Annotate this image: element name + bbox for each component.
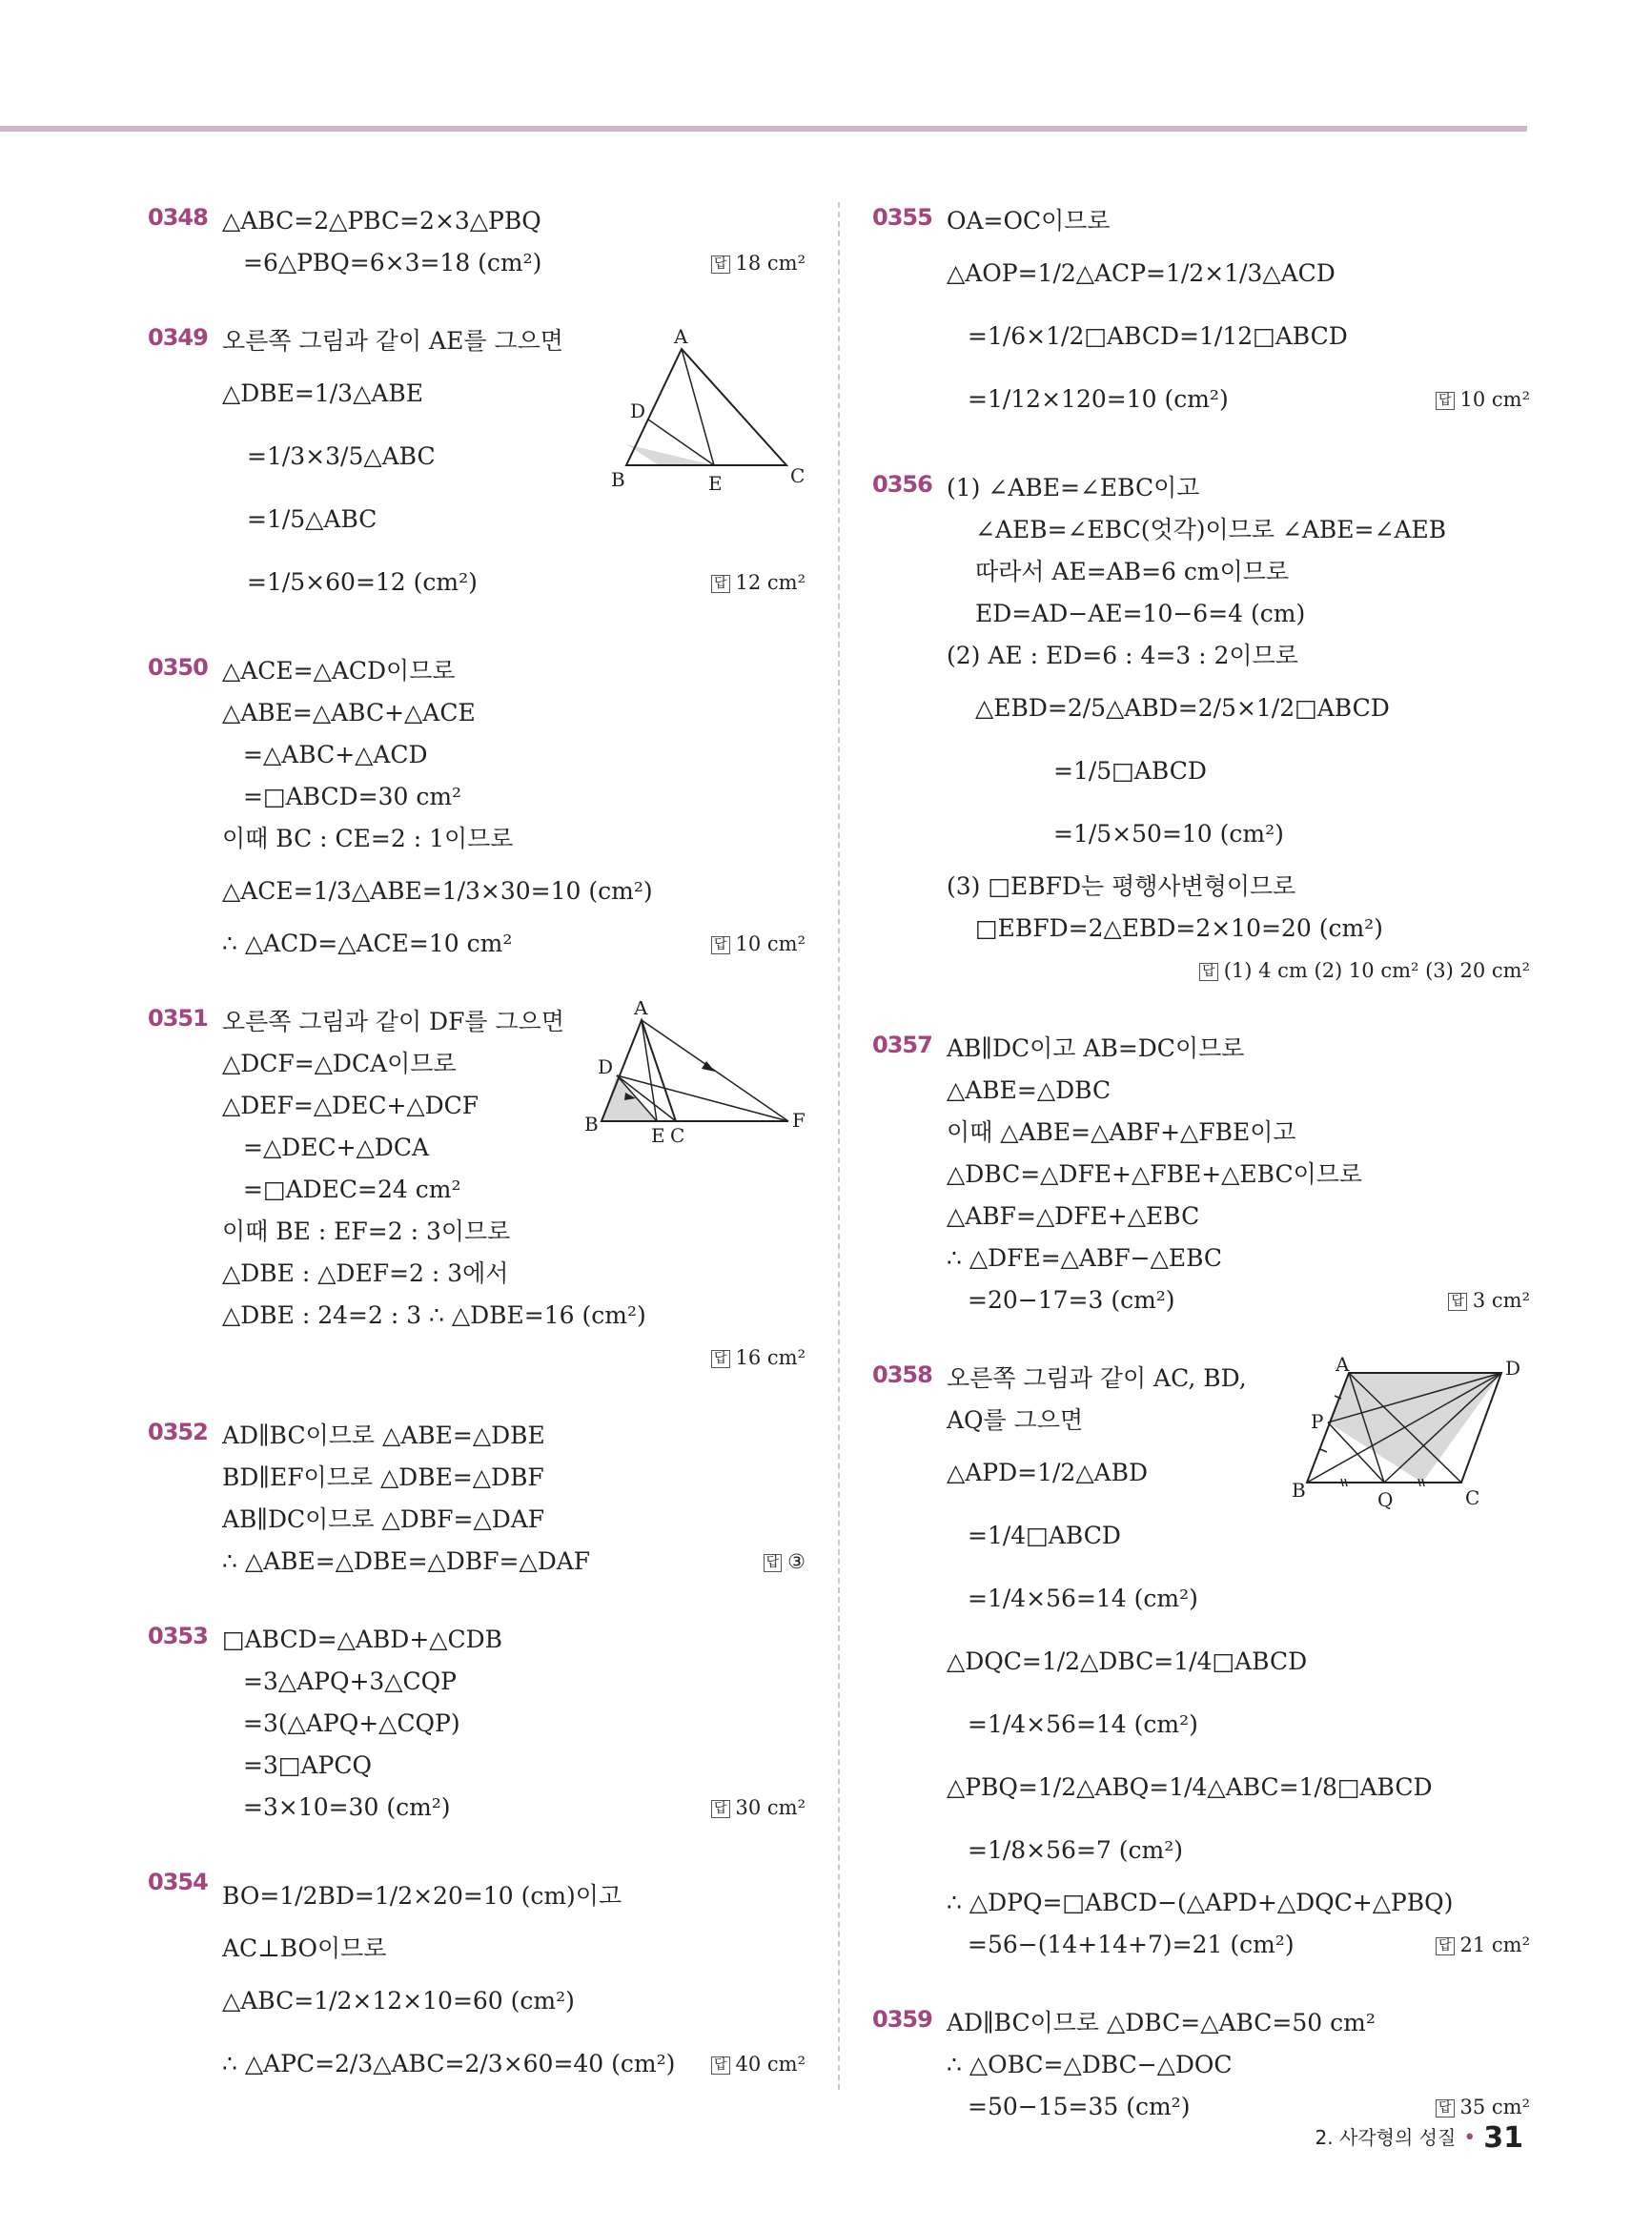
solution-line: AD∥BC이므로 △DBC=△ABC=50 cm² bbox=[947, 2009, 1376, 2036]
solution-line: ∴ △OBC=△DBC−△DOC bbox=[947, 2051, 1233, 2078]
problem-number: 0355 bbox=[872, 204, 932, 231]
label-C: C bbox=[790, 464, 806, 487]
answer bbox=[711, 1787, 806, 1829]
problem-0359 bbox=[872, 2002, 1530, 2128]
answer-mark-icon: 답 bbox=[1436, 392, 1455, 410]
right-column bbox=[872, 200, 1530, 2164]
answer-value: 40 cm² bbox=[735, 2053, 806, 2076]
solution-text: =50−15=35 (cm²) bbox=[968, 2093, 1191, 2120]
solution-line: △DEF=△DEC+△DCF bbox=[222, 1092, 479, 1119]
answer bbox=[711, 242, 806, 284]
problem-0352 bbox=[148, 1415, 806, 1583]
solution-line: OA=OC이므로 bbox=[947, 207, 1111, 235]
solution-line: △DBE : 24=2 : 3 ∴ △DBE=16 (cm²) bbox=[222, 1301, 646, 1329]
label-B: B bbox=[584, 1113, 599, 1135]
solution-line: (2) AE : ED=6 : 4=3 : 2이므로 bbox=[947, 642, 1298, 669]
solution-line: △ABE=△DBC bbox=[947, 1076, 1112, 1104]
solution-line: =1/6×1/2□ABCD=1/12□ABCD bbox=[968, 322, 1348, 350]
solution-line: =3△APQ+3△CQP bbox=[243, 1667, 457, 1695]
solution-line: 오른쪽 그림과 같이 AE를 그으면 bbox=[222, 327, 563, 355]
answer bbox=[1436, 1924, 1530, 1966]
solution-line: BO=1/2BD=1/2×20=10 (cm)이고 bbox=[222, 1882, 622, 1910]
problem-number: 0354 bbox=[148, 1869, 208, 1895]
solution-text: =6△PBQ=6×3=18 (cm²) bbox=[243, 249, 542, 276]
answer-mark-icon: 답 bbox=[1448, 1293, 1467, 1311]
solution-line bbox=[222, 2033, 806, 2096]
problem-number: 0349 bbox=[148, 324, 208, 351]
solution-line bbox=[947, 950, 1530, 992]
solution-line: AQ를 그으면 bbox=[947, 1406, 1084, 1434]
answer-mark-icon: 답 bbox=[1436, 2099, 1455, 2117]
solution-line: △ACE=1/3△ABE=1/3×30=10 (cm²) bbox=[222, 877, 653, 905]
answer bbox=[711, 923, 806, 965]
solution-line: △ABE=△ABC+△ACE bbox=[222, 699, 476, 726]
solution-line: △APD=1/2△ABD bbox=[947, 1459, 1149, 1486]
answer bbox=[711, 551, 806, 614]
answer-value: 10 cm² bbox=[735, 932, 806, 955]
solution-line bbox=[247, 551, 806, 614]
solution-line: △DCF=△DCA이므로 bbox=[222, 1050, 457, 1077]
solution-text: ∴ △ACD=△ACE=10 cm² bbox=[222, 930, 513, 957]
answer bbox=[1199, 950, 1530, 992]
problem-number: 0348 bbox=[148, 204, 208, 231]
problem-0356 bbox=[872, 467, 1530, 992]
solution-line: ∠AEB=∠EBC(엇각)이므로 ∠ABE=∠AEB bbox=[975, 516, 1447, 543]
label-D: D bbox=[598, 1055, 614, 1078]
left-column bbox=[148, 200, 806, 2132]
label-B: B bbox=[611, 468, 625, 491]
answer-value: 21 cm² bbox=[1459, 1933, 1530, 1956]
solution-text: =56−(14+14+7)=21 (cm²) bbox=[968, 1931, 1295, 1958]
solution-line: 이때 BC : CE=2 : 1이므로 bbox=[222, 825, 514, 852]
solution-line: =1/5△ABC bbox=[247, 505, 377, 533]
solution-line bbox=[222, 923, 806, 965]
solution-line: ∴ △DPQ=□ABCD−(△APD+△DQC+△PBQ) bbox=[947, 1889, 1454, 1916]
problem-number: 0357 bbox=[872, 1032, 932, 1058]
column-divider bbox=[838, 202, 840, 2090]
solution-line: △AOP=1/2△ACP=1/2×1/3△ACD bbox=[947, 259, 1336, 287]
solution-line: (3) □EBFD는 평행사변형이므로 bbox=[947, 872, 1296, 900]
answer-mark-icon: 답 bbox=[1436, 1937, 1455, 1955]
solution-line: ∴ △DFE=△ABF−△EBC bbox=[947, 1244, 1223, 1272]
problem-0348 bbox=[148, 200, 806, 284]
answer-mark-icon: 답 bbox=[711, 575, 730, 593]
solution-line: 오른쪽 그림과 같이 AC, BD, bbox=[947, 1364, 1247, 1392]
solution-line: △DBE=1/3△ABE bbox=[222, 379, 423, 407]
solution-line: △DBC=△DFE+△FBE+△EBC이므로 bbox=[947, 1160, 1363, 1188]
solution-line: AB∥DC이므로 △DBF=△DAF bbox=[222, 1505, 545, 1533]
solution-line: 이때 △ABE=△ABF+△FBE이고 bbox=[947, 1118, 1296, 1146]
problem-0349 bbox=[148, 320, 806, 614]
solution-text: =1/12×120=10 (cm²) bbox=[968, 385, 1229, 413]
problem-0350 bbox=[148, 650, 806, 965]
solution-line: =3□APCQ bbox=[243, 1751, 372, 1779]
problem-0355 bbox=[872, 200, 1530, 431]
solution-line: 이때 BE : EF=2 : 3이므로 bbox=[222, 1217, 511, 1245]
solution-line: =□ADEC=24 cm² bbox=[243, 1176, 461, 1203]
solution-line: △ABF=△DFE+△EBC bbox=[947, 1202, 1200, 1230]
solution-line: □ABCD=△ABD+△CDB bbox=[222, 1626, 503, 1653]
answer-value: (1) 4 cm (2) 10 cm² (3) 20 cm² bbox=[1223, 959, 1530, 982]
label-C: C bbox=[670, 1124, 685, 1144]
label-P: P bbox=[1311, 1410, 1324, 1433]
solution-line: =1/5□ABCD bbox=[1053, 757, 1207, 785]
solution-line: AB∥DC이고 AB=DC이므로 bbox=[947, 1034, 1245, 1062]
solution-line: =1/4×56=14 (cm²) bbox=[968, 1585, 1198, 1612]
solution-line: △DBE : △DEF=2 : 3에서 bbox=[222, 1259, 509, 1287]
solution-line: (1) ∠ABE=∠EBC이고 bbox=[947, 474, 1200, 501]
answer-value: 16 cm² bbox=[735, 1346, 806, 1369]
solution-line bbox=[222, 1541, 806, 1583]
top-rule bbox=[0, 126, 1527, 132]
solution-line: △PBQ=1/2△ABQ=1/4△ABC=1/8□ABCD bbox=[947, 1773, 1433, 1801]
page-footer bbox=[1315, 2121, 1523, 2155]
problem-0357 bbox=[872, 1028, 1530, 1321]
label-D: D bbox=[630, 399, 646, 422]
solution-line: BD∥EF이므로 △DBE=△DBF bbox=[222, 1463, 544, 1491]
solution-line: AD∥BC이므로 △ABE=△DBE bbox=[222, 1422, 545, 1449]
problem-0358 bbox=[872, 1354, 1530, 1966]
answer-mark-icon: 답 bbox=[711, 256, 730, 274]
problem-number: 0351 bbox=[148, 1005, 208, 1032]
answer-value: 18 cm² bbox=[735, 252, 806, 275]
solution-text: ∴ △ABE=△DBE=△DBF=△DAF bbox=[222, 1547, 591, 1575]
answer bbox=[764, 1541, 806, 1583]
solution-line: =1/4□ABCD bbox=[968, 1522, 1121, 1549]
solution-line: =□ABCD=30 cm² bbox=[243, 783, 462, 810]
solution-line: △ACE=△ACD이므로 bbox=[222, 657, 456, 685]
answer-value: 10 cm² bbox=[1459, 388, 1530, 411]
solution-text: =20−17=3 (cm²) bbox=[968, 1286, 1175, 1314]
problem-number: 0356 bbox=[872, 471, 932, 498]
answer-mark-icon: 답 bbox=[711, 2056, 730, 2075]
answer-mark-icon: 답 bbox=[711, 1350, 730, 1368]
label-D: D bbox=[1505, 1357, 1521, 1380]
parallelogram-figure-0358 bbox=[1292, 1354, 1530, 1520]
problem-number: 0359 bbox=[872, 2006, 932, 2033]
page-number: 31 bbox=[1483, 2121, 1523, 2155]
label-E: E bbox=[651, 1124, 665, 1144]
solution-line: =3(△APQ+△CQP) bbox=[243, 1709, 460, 1737]
label-E: E bbox=[708, 472, 723, 495]
solution-text: =3×10=30 (cm²) bbox=[243, 1793, 451, 1821]
solution-line: 따라서 AE=AB=6 cm이므로 bbox=[975, 558, 1290, 585]
label-A: A bbox=[634, 1001, 648, 1019]
answer-value: ③ bbox=[787, 1550, 806, 1573]
solution-line: △ABC=1/2×12×10=60 (cm²) bbox=[222, 1987, 575, 2015]
answer bbox=[711, 2033, 806, 2096]
answer bbox=[711, 1337, 806, 1379]
problem-0354 bbox=[148, 1865, 806, 2096]
answer bbox=[1436, 368, 1530, 431]
label-A: A bbox=[674, 325, 688, 348]
chapter-title: 2. 사각형의 성질 bbox=[1315, 2126, 1457, 2149]
solution-line: =△ABC+△ACD bbox=[243, 741, 428, 768]
answer-mark-icon: 답 bbox=[711, 936, 730, 954]
solution-line: =1/3×3/5△ABC bbox=[247, 442, 436, 470]
answer-value: 35 cm² bbox=[1459, 2096, 1530, 2118]
solution-line: =1/4×56=14 (cm²) bbox=[968, 1710, 1198, 1738]
answer bbox=[1448, 1279, 1530, 1321]
problem-number: 0353 bbox=[148, 1623, 208, 1649]
problem-0351 bbox=[148, 1001, 806, 1379]
label-Q: Q bbox=[1377, 1488, 1394, 1511]
label-C: C bbox=[1465, 1486, 1480, 1509]
problem-number: 0358 bbox=[872, 1361, 932, 1388]
solution-line: =1/5×50=10 (cm²) bbox=[1053, 820, 1284, 848]
label-F: F bbox=[792, 1109, 806, 1132]
solution-line: 오른쪽 그림과 같이 DF를 그으면 bbox=[222, 1008, 564, 1035]
solution-line: △EBD=2/5△ABD=2/5×1/2□ABCD bbox=[975, 694, 1390, 722]
solution-line bbox=[968, 368, 1530, 431]
solution-line bbox=[243, 1787, 806, 1829]
solution-line: □EBFD=2△EBD=2×10=20 (cm²) bbox=[975, 914, 1383, 942]
solution-line bbox=[222, 1337, 806, 1379]
answer-value: 30 cm² bbox=[735, 1796, 806, 1819]
answer-mark-icon: 답 bbox=[711, 1800, 730, 1818]
solution-line: △ABC=2△PBC=2×3△PBQ bbox=[222, 207, 541, 235]
label-B: B bbox=[1292, 1479, 1306, 1502]
solution-line: AC⊥BO이므로 bbox=[222, 1934, 387, 1962]
solution-line bbox=[968, 1279, 1530, 1321]
solution-line: ED=AD−AE=10−6=4 (cm) bbox=[975, 600, 1306, 627]
solution-line bbox=[243, 242, 806, 284]
solution-line: △DQC=1/2△DBC=1/4□ABCD bbox=[947, 1647, 1308, 1675]
problem-number: 0352 bbox=[148, 1419, 208, 1445]
triangle-figure-0351 bbox=[577, 1001, 815, 1148]
answer-value: 3 cm² bbox=[1472, 1289, 1530, 1312]
label-A: A bbox=[1336, 1354, 1350, 1376]
answer-mark-icon: 답 bbox=[1199, 963, 1218, 981]
triangle-figure-0349 bbox=[596, 320, 815, 515]
solution-line bbox=[968, 1924, 1530, 1966]
solution-line: =1/8×56=7 (cm²) bbox=[968, 1836, 1183, 1864]
answer-mark-icon: 답 bbox=[764, 1554, 783, 1572]
problem-0353 bbox=[148, 1619, 806, 1829]
problem-number: 0350 bbox=[148, 654, 208, 681]
solution-text: =1/5×60=12 (cm²) bbox=[247, 568, 478, 596]
solution-text: ∴ △APC=2/3△ABC=2/3×60=40 (cm²) bbox=[222, 2050, 676, 2077]
answer-value: 12 cm² bbox=[735, 571, 806, 594]
solution-line: =△DEC+△DCA bbox=[243, 1134, 429, 1161]
bullet-icon: • bbox=[1463, 2126, 1477, 2150]
